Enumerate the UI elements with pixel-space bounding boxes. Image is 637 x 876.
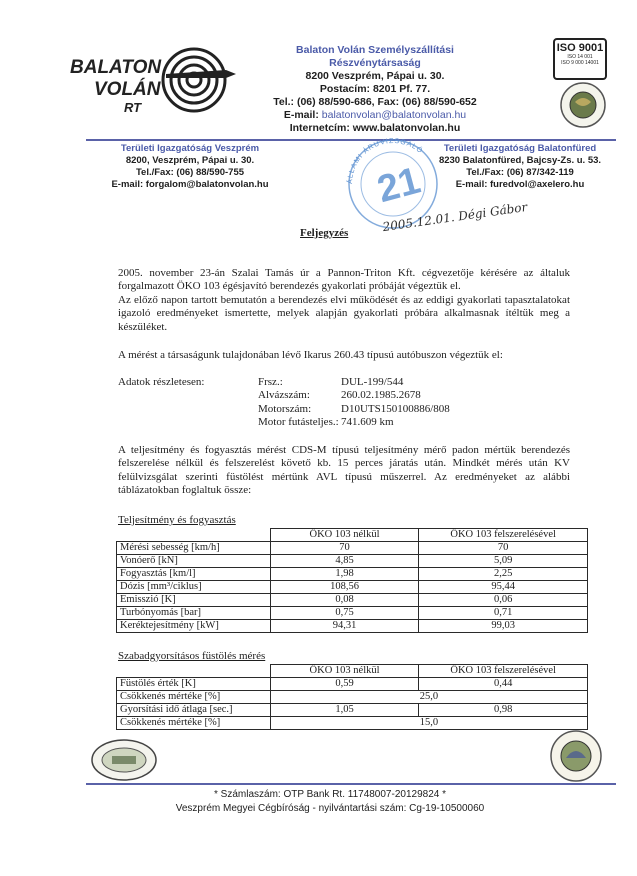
table-row: [117, 678, 588, 691]
spec-key: Motorszám:: [258, 402, 312, 415]
row-label: Csökkenés mértéke [%]: [117, 717, 271, 730]
spec-value: 741.609 km: [341, 416, 394, 429]
company-postal: Postacím: 8201 Pf. 77.: [319, 83, 431, 95]
row-label: Keréktejesítmény [kW]: [117, 620, 271, 633]
row-label: Fogyasztás [km/l]: [117, 568, 271, 581]
branch-right-title: Területi Igazgatóság Balatonfüred: [443, 143, 597, 154]
cell-value: 70: [419, 542, 588, 555]
branch-veszprem: [90, 143, 290, 191]
smoke-table: [116, 664, 588, 730]
company-info: [250, 44, 500, 135]
document-title: Feljegyzés: [300, 227, 349, 239]
branch-left-email: E-mail: forgalom@balatonvolan.hu: [111, 179, 269, 190]
footer-registry: Veszprém Megyei Cégbíróság - nyilvántartási szám: Cg-19-10500060: [175, 803, 485, 814]
table1-title: Teljesítmény és fogyasztás: [118, 514, 236, 526]
table2-title: Szabadgyorsításos füstölés mérés: [118, 650, 266, 662]
spec-value: DUL-199/544: [341, 376, 404, 388]
row-label: Csökkenés mértéke [%]: [117, 691, 271, 704]
company-email-line: [250, 109, 500, 122]
cell-value: 1,05: [270, 704, 419, 717]
vehicle-spec-keys: [258, 376, 339, 430]
company-name-2: Részvénytársaság: [329, 57, 421, 69]
company-logo: [66, 40, 236, 120]
cell-value: 99,03: [419, 620, 588, 633]
table-row: [117, 691, 588, 704]
row-label: Füstölés érték [K]: [117, 678, 271, 691]
paragraph-1: 2005. november 23-án Szalai Tamás úr a Pannon-Triton Kft. cégvezetője kérésére az általuk forgalmazott ÖKO 103 égésjavító berendezés gyakorlati próbáját végeztük el.: [118, 267, 570, 293]
award-badge-icon: [558, 80, 608, 130]
row-label: Dózis [mm³/ciklus]: [117, 581, 271, 594]
cert-line1: ISO 14 001: [567, 54, 593, 60]
row-label: Turbónyomás [bar]: [117, 607, 271, 620]
company-name-1: Balaton Volán Személyszállítási: [296, 44, 454, 56]
spec-key: Alvázszám:: [258, 389, 310, 402]
table-row: [117, 568, 588, 581]
footer: [100, 788, 560, 816]
cert-label: ISO 9001: [556, 42, 604, 54]
table-row: [117, 620, 588, 633]
table-row: [117, 555, 588, 568]
footer-divider: [86, 783, 616, 785]
cell-value: 0,98: [419, 704, 588, 717]
stamp-number: 21: [373, 159, 425, 212]
footer-bank: * Számlaszám: OTP Bank Rt. 11748007-20129824 *: [214, 789, 446, 800]
table-row: [117, 594, 588, 607]
row-label: Emisszió [K]: [117, 594, 271, 607]
branch-right-email: E-mail: furedvol@axelero.hu: [455, 179, 585, 190]
paragraph-3: A mérést a társaságunk tulajdonában lévő Ikarus 260.43 típusú autóbuszon végeztük el:: [118, 349, 503, 361]
company-email: balatonvolan@balatonvolan.hu: [321, 109, 467, 121]
branch-right-phone: Tel./Fax: (06) 87/342-119: [466, 167, 574, 178]
cell-value: 5,09: [419, 555, 588, 568]
cell-value: 0,59: [270, 678, 419, 691]
cell-value: 4,85: [270, 555, 419, 568]
cell-value: 0,08: [270, 594, 419, 607]
table-header-cell: ÖKO 103 nélkül: [270, 529, 419, 542]
table-row: [117, 717, 588, 730]
spec-key: Frsz.:: [258, 376, 283, 388]
signature-text: 2005.12.01. Dégi Gábor: [381, 199, 529, 235]
company-address: 8200 Veszprém, Pápai u. 30.: [305, 70, 445, 82]
row-label: Vonóerő [kN]: [117, 555, 271, 568]
iso-cert-logo: [553, 38, 607, 80]
branch-right-address: 8230 Balatonfüred, Bajcsy-Zs. u. 53.: [438, 155, 602, 166]
table-header-cell: [117, 665, 271, 678]
cell-value: 0,71: [419, 607, 588, 620]
logo-line2: VOLÁN: [94, 79, 161, 100]
bottom-left-badge-icon: [90, 738, 158, 782]
table-header-cell: ÖKO 103 felszerelésével: [419, 665, 588, 678]
cell-value: 0,44: [419, 678, 588, 691]
table-header-cell: ÖKO 103 nélkül: [270, 665, 419, 678]
stamp-text: ÁLLAMI ÁRUVIZSGÁLÓ: [346, 137, 424, 185]
cell-value: 70: [270, 542, 419, 555]
cell-value: 0,75: [270, 607, 419, 620]
vehicle-label: Adatok részletesen:: [118, 376, 205, 388]
intro-paragraphs: [118, 267, 570, 334]
spec-key: Motor futásteljes.:: [258, 416, 339, 429]
table-header-cell: ÖKO 103 felszerelésével: [419, 529, 588, 542]
paragraph-2: Az előző napon tartott bemutatón a berendezés elvi működését és az eddigi gyakorlati tapasztalatokat igazoló eredményeket ismertette, melyek alapján gyakorlati próbára alkalmasnak ítéltük meg a készüléket.: [118, 293, 570, 333]
merged-cell-value: 15,0: [270, 717, 587, 730]
vehicle-spec-values: [341, 376, 450, 430]
spec-value: 260.02.1985.2678: [341, 389, 421, 402]
paragraph-4: A teljesítmény és fogyasztás mérést CDS-M típusú teljesítmény mérő padon mértük berendezés felszerelése nélkül és felszerelést követő kb. 15 perces járatás után. Mindkét mérés után KV felülvizsgálat szerinti füstölést mértünk AVL típusú műszerrel. Az eredményeket az alábbi táblázatokban foglaltuk össze:: [118, 444, 570, 497]
company-phone-fax: Tel.: (06) 88/590-686, Fax: (06) 88/590-652: [273, 96, 477, 108]
table-row: [117, 704, 588, 717]
cell-value: 1,98: [270, 568, 419, 581]
row-label: Gyorsítási idő átlaga [sec.]: [117, 704, 271, 717]
branch-balatonfured: [420, 143, 620, 191]
table-header-cell: [117, 529, 271, 542]
branch-left-phone: Tel./Fax: (06) 88/590-755: [135, 167, 245, 178]
table-header-row: [117, 529, 588, 542]
table-row: [117, 581, 588, 594]
table-header-row: [117, 665, 588, 678]
cert-line2: ISO 9 000 14001: [561, 60, 599, 66]
bottom-right-badge-icon: [548, 728, 604, 784]
table-row: [117, 542, 588, 555]
performance-table: [116, 528, 588, 633]
email-label: E-mail:: [283, 109, 322, 121]
cell-value: 95,44: [419, 581, 588, 594]
logo-line3: RT: [124, 100, 142, 115]
cell-value: 108,56: [270, 581, 419, 594]
cell-value: 0,06: [419, 594, 588, 607]
table-row: [117, 607, 588, 620]
spec-value: D10UTS150100886/808: [341, 402, 450, 415]
merged-cell-value: 25,0: [270, 691, 587, 704]
logo-line1: BALATON: [70, 57, 162, 78]
cell-value: 2,25: [419, 568, 588, 581]
branch-left-title: Területi Igazgatóság Veszprém: [120, 143, 260, 154]
company-web: Internetcím: www.balatonvolan.hu: [289, 122, 461, 134]
row-label: Mérési sebesség [km/h]: [117, 542, 271, 555]
cell-value: 94,31: [270, 620, 419, 633]
branch-left-address: 8200, Veszprém, Pápai u. 30.: [125, 155, 255, 166]
